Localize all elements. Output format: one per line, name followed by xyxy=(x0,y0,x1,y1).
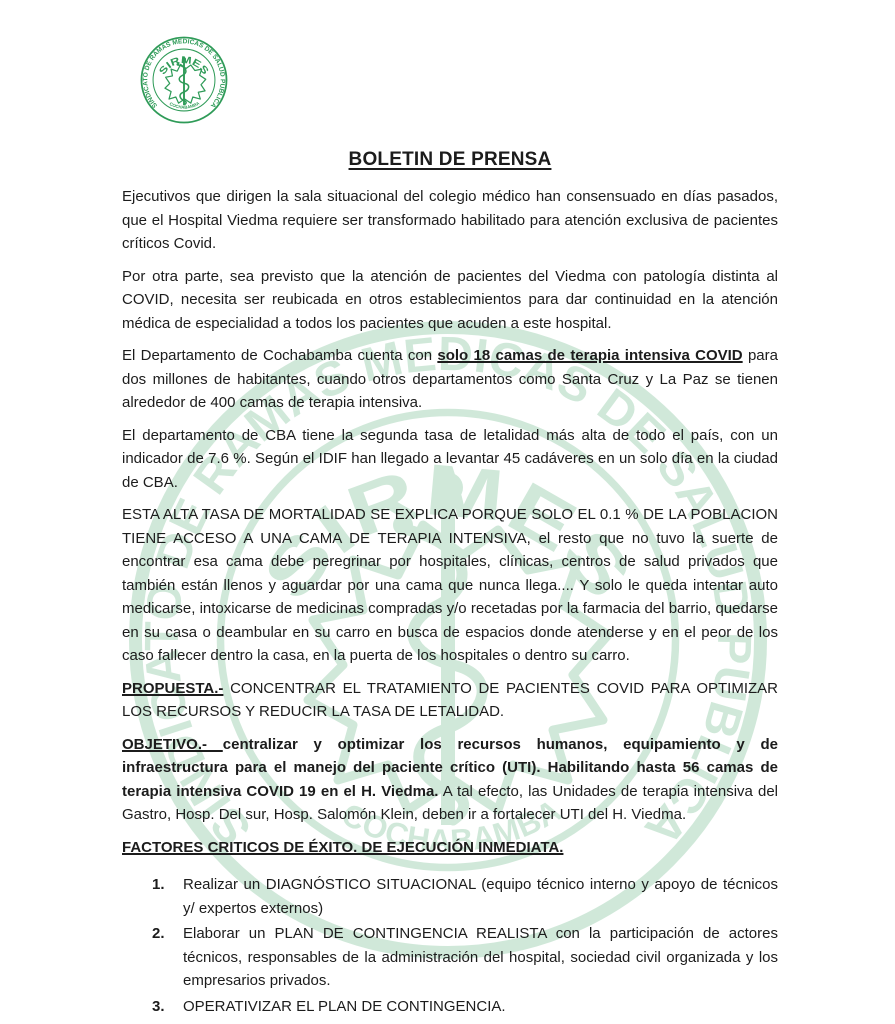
action-list xyxy=(122,873,778,1018)
list-item-1: 1. Realizar un DIAGNÓSTICO SITUACIONAL (equipo técnico interno y apoyo de técnicos y/ expertos externos) xyxy=(152,873,778,920)
list-number: 1. xyxy=(152,876,165,893)
page-title xyxy=(122,149,778,171)
document-body xyxy=(0,149,895,1024)
beds-highlight: solo 18 camas de terapia intensiva COVID xyxy=(437,347,743,364)
list-item-2: 2. Elaborar un PLAN DE CONTINGENCIA REALISTA con la participación de actores técnicos, responsables de la administración del hospital, sociedad civil organizada y los empresarios privados. xyxy=(152,922,778,993)
list-item-3: 3. OPERATIVIZAR EL PLAN DE CONTINGENCIA. xyxy=(152,995,778,1019)
list-number: 3. xyxy=(152,997,165,1015)
page-title-text: BOLETIN DE PRENSA xyxy=(348,149,552,170)
objective-label: OBJETIVO.- xyxy=(122,735,223,753)
proposal-paragraph: PROPUESTA.- CONCENTRAR EL TRATAMIENTO DE PACIENTES COVID PARA OPTIMIZAR LOS RECURSOS Y REDUCIR LA TASA DE LETALIDAD. xyxy=(122,679,778,720)
critical-factors-heading: FACTORES CRITICOS DE ÉXITO. DE EJECUCIÓN INMEDIATA. xyxy=(122,838,564,856)
sirmes-logo xyxy=(116,12,252,148)
relocation-paragraph: Por otra parte, sea previsto que la atención de pacientes del Viedma con patología distinta al COVID, necesita ser reubicada en otros establecimientos para dar continuidad en la atención médica de especialidad a todos los pacientes que acuden a este hospital. xyxy=(122,267,778,332)
list-number: 2. xyxy=(152,925,165,942)
mortality-paragraph: ESTA ALTA TASA DE MORTALIDAD SE EXPLICA PORQUE SOLO EL 0.1 % DE LA POBLACION TIENE ACCESO A UNA CAMA DE TERAPIA INTENSIVA, el resto que no tuvo la suerte de encontrar esa cama debe peregrinar por hospitales, clínicas, centros de salud privados que también están llenos y aguardar por una cama que nunca llega.... Y solo le queda intentar auto medicarse, intoxicarse de medicinas compradas y/o recetadas por la farmacia del barrio, quedarse en su casa o deambular en su carro en busca de espacios donde atenderse y en el peor de los caso fallecer dentro la casa, en la puerta de los hospitales o dentro su carro. xyxy=(122,506,778,664)
lethality-paragraph: El departamento de CBA tiene la segunda tasa de letalidad más alta de todo el país, con un indicador de 7.6 %. Según el IDIF han llegado a levantar 45 cadáveres en un solo día en la ciudad de CBA. xyxy=(122,426,778,491)
objective-paragraph: OBJETIVO.- centralizar y optimizar los recursos humanos, equipamiento y de infraestructura para el manejo del paciente crítico (UTI). Habilitando hasta 56 camas de terapia intensiva COVID 19 en el H. Viedma. A tal efecto, las Unidades de terapia intensiva del Gastro, Hosp. Del sur, Hosp. Salomón Klein, deben ir a fortalecer UTI del H. Viedma. xyxy=(122,735,778,823)
beds-paragraph: El Departamento de Cochabamba cuenta con solo 18 camas de terapia intensiva COVID para dos millones de habitantes, cuando otros departamentos como Santa Cruz y La Paz se tienen alrededor de 400 camas de terapia intensiva. xyxy=(122,347,778,411)
proposal-label: PROPUESTA.- xyxy=(122,679,224,697)
intro-paragraph: Ejecutivos que dirigen la sala situacional del colegio médico han consensuado en días pasados, que el Hospital Viedma requiere ser transformado habilitado para atención exclusiva de pacientes críticos Covid. xyxy=(122,188,778,252)
